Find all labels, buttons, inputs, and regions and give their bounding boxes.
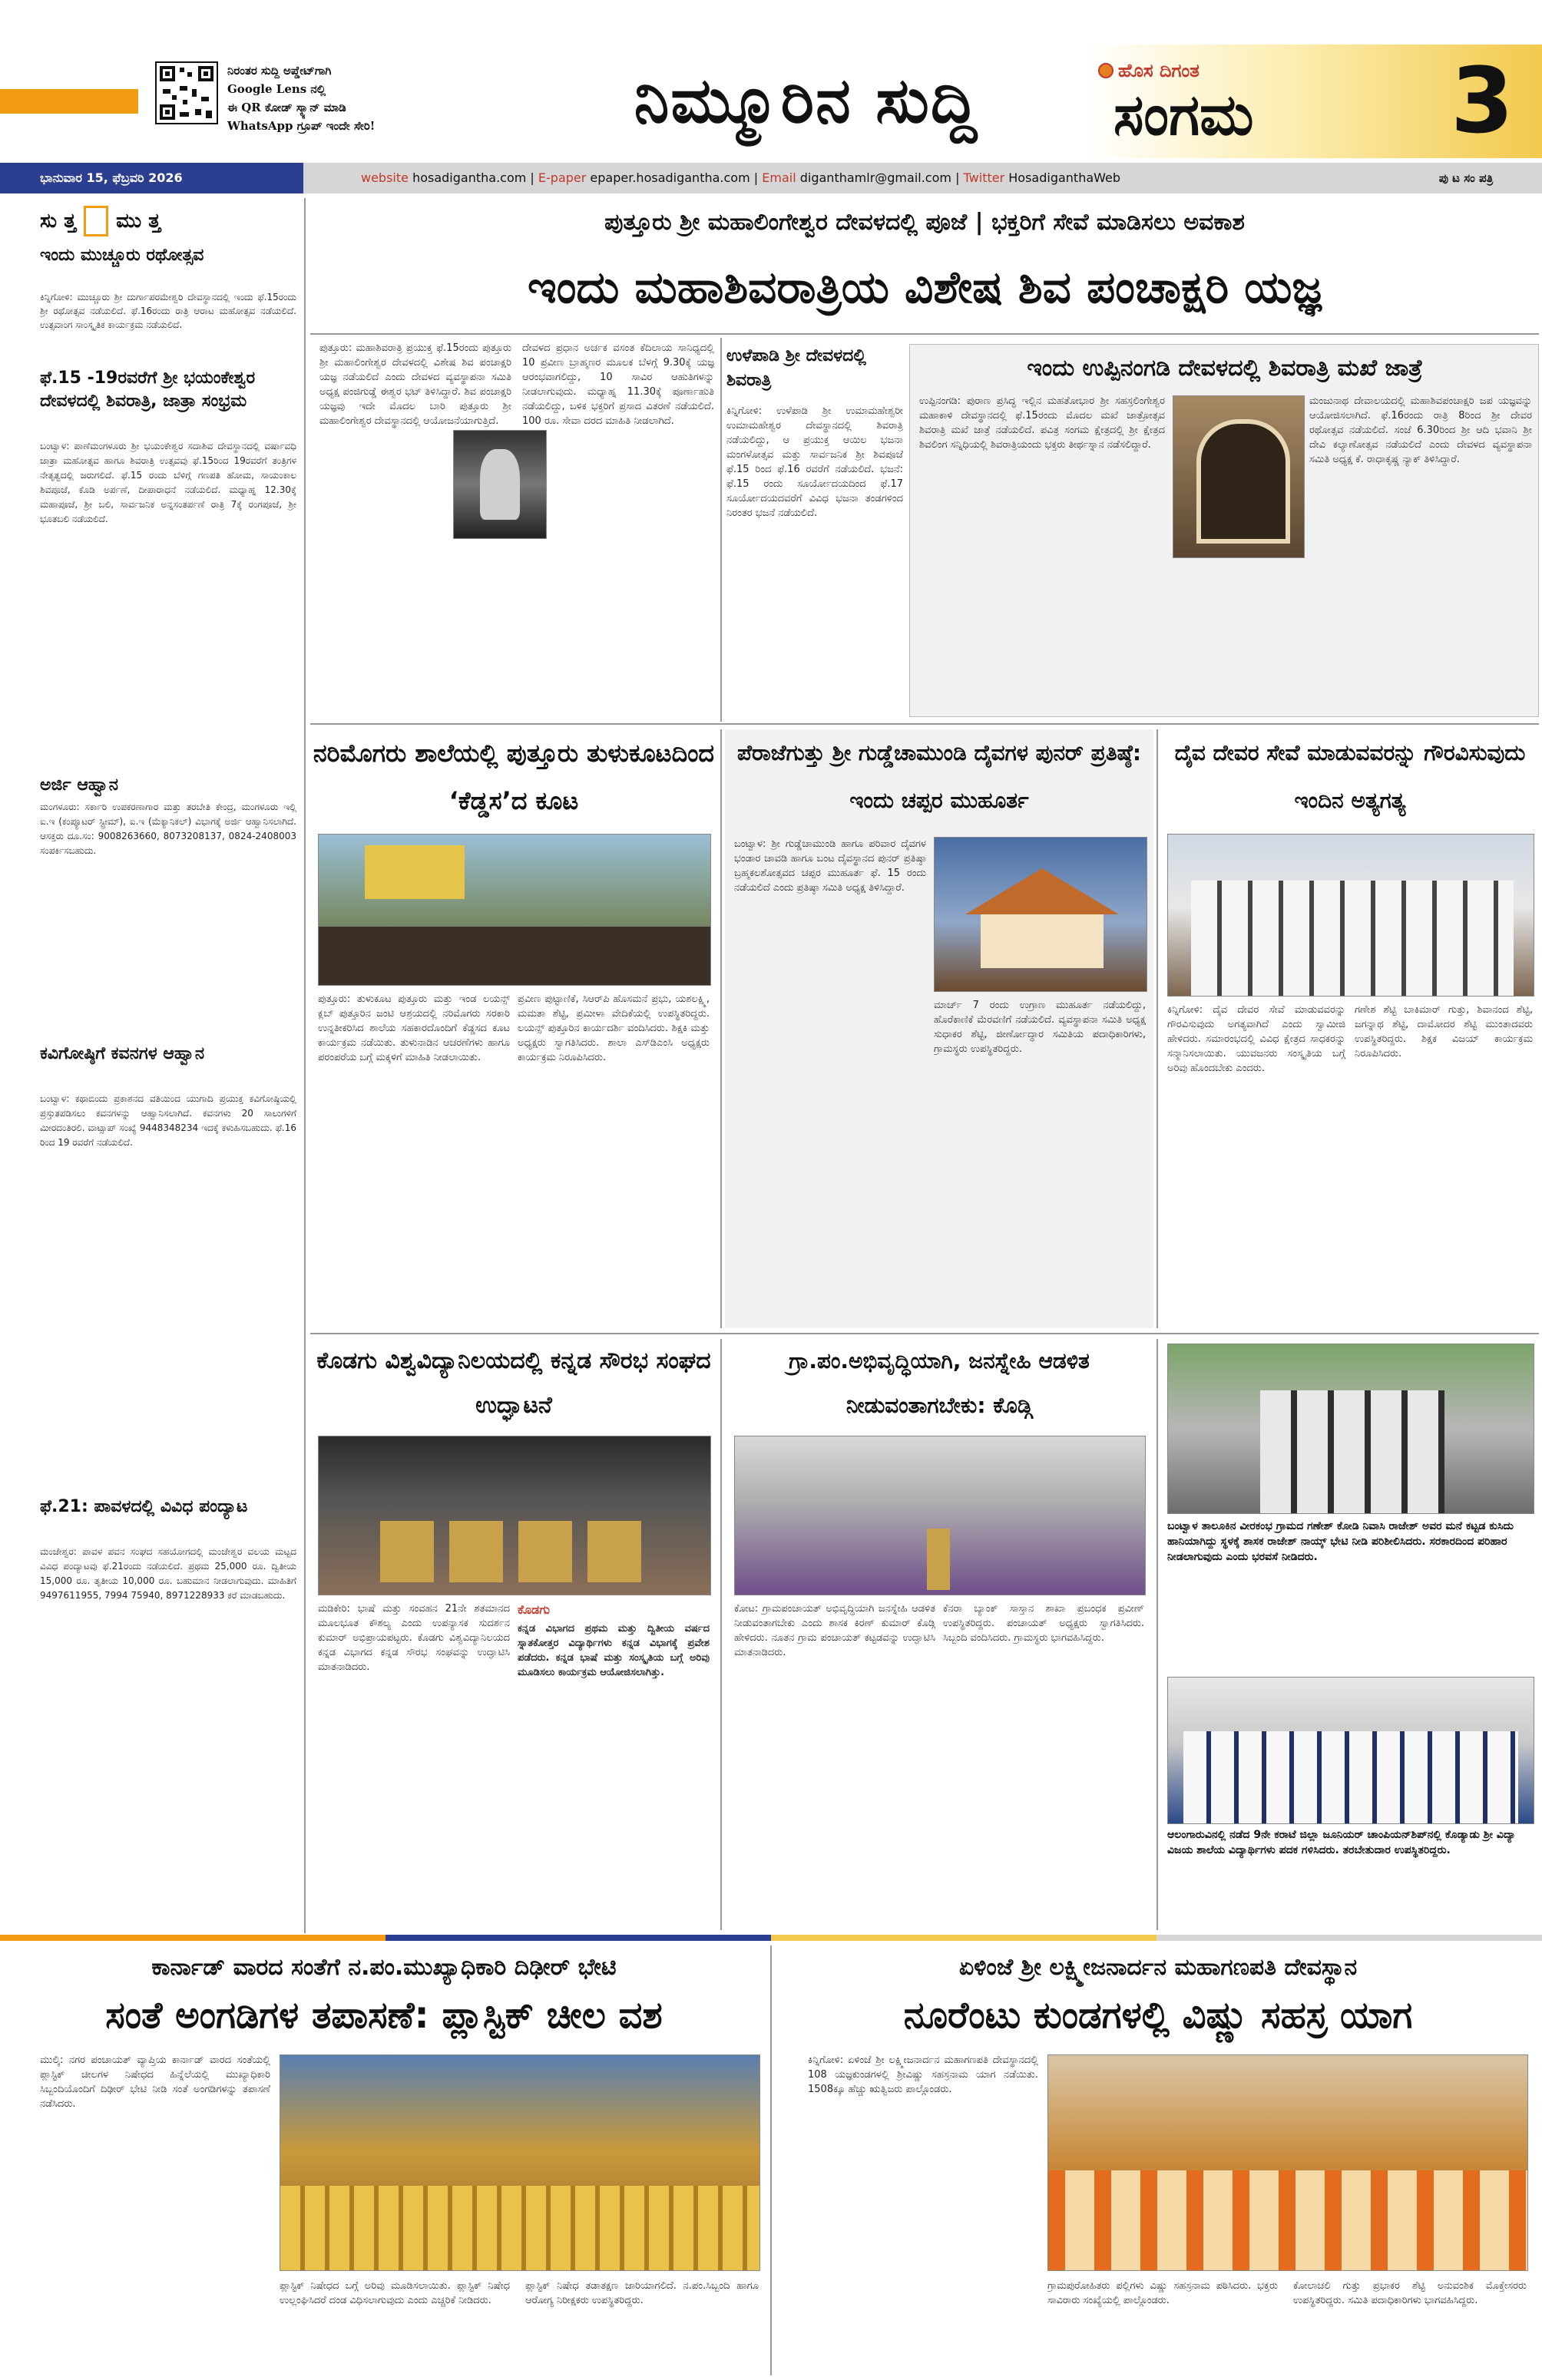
divider: [770, 1945, 772, 2375]
divider: [310, 723, 1539, 725]
masthead: [0, 0, 1542, 185]
brand-logo-icon: [1098, 63, 1113, 78]
twitter-link[interactable]: HosadiganthaWeb: [1008, 170, 1121, 185]
sante-headline: ಸಂತೆ ಅಂಗಡಿಗಳ ತಪಾಸಣೆ: ಪ್ಲಾಸ್ಟಿಕ್ ಚೀಲ ವಶ: [105, 1994, 663, 2037]
story-sante: [0, 1945, 768, 2380]
separator: |: [955, 170, 964, 185]
edition-label: ಪು ಟ ಸಂ ಪತ್ರಿ: [1438, 171, 1494, 185]
uppinangadi-col2: ಮಂಜುನಾಥ ದೇವಾಲಯದಲ್ಲಿ ಮಹಾಶಿವಪಂಚಾಕ್ಷರಿ ಜಪ ಯಜ್ಞವನ್ನು ಆಯೋಜಿಸಲಾಗಿದೆ. ಫೆ.16ರಂದು ರಾತ್ರಿ 8ರಿಂದ ಶ್ರೀ ದೇವರ ರಥೋತ್ಸವ ನಡೆಯಲಿದೆ. ಸಂಜೆ 6.30ರಿಂದ ಶ್ರೀ ಆದಿ ಭವಾನಿ ಶ್ರೀ ದೇವಿ ಕಲ್ಯಾಣೋತ್ಸವ ನಡೆಯಲಿದೆ ಎಂದು ದೇವಳದ ವ್ಯವಸ್ಥಾಪನಾ ಸಮಿತಿ ಅಧ್ಯಕ್ಷ ಕೆ. ರಾಧಾಕೃಷ್ಣ ನ್ಯಾಕ್ ತಿಳಿಸಿದ್ದಾರೆ.: [1309, 395, 1532, 465]
brand-small: ಹೊಸ ದಿಗಂತ: [1118, 60, 1200, 81]
qr-note-line: Google Lens ನಲ್ಲಿ: [227, 82, 326, 96]
kedda-headline: ನರಿಮೊಗರು ಶಾಲೆಯಲ್ಲಿ ಪುತ್ತೂರು ತುಳುಕೂಟದಿಂದ ‘ಕೆಡ್ಡಸ’ದ ಕೂಟ: [313, 739, 715, 815]
brand-big: ಸಂಗಮ: [1113, 82, 1254, 148]
website-label: website: [361, 170, 409, 185]
kodagu-col2: ಕನ್ನಡ ವಿಭಾಗದ ಪ್ರಥಮ ಮತ್ತು ದ್ವಿತೀಯ ವರ್ಷದ ಸ್ನಾತಕೋತ್ತರ ವಿದ್ಯಾರ್ಥಿಗಳು ಕನ್ನಡ ವಿಭಾಗಕ್ಕೆ ಪ್ರವೇಶ ಪಡೆದರು. ಕನ್ನಡ ಭಾಷೆ ಮತ್ತು ಸಂಸ್ಕೃತಿಯ ಬಗ್ಗೆ ಅರಿವು ಮೂಡಿಸಲು ಕಾರ್ಯಕ್ರಮ ಆಯೋಜಿಸಲಾಗಿತ್ತು.: [518, 1623, 710, 1678]
divider: [310, 333, 1539, 335]
page-number: 3: [1450, 48, 1514, 154]
sidebar-item: [40, 774, 296, 1035]
roof-shape: [965, 868, 1119, 914]
top-kicker: ಪುತ್ತೂರು ಶ್ರೀ ಮಹಾಲಿಂಗೇಶ್ವರ ದೇವಳದಲ್ಲಿ ಪೂಜೆ | ಭಕ್ತರಿಗೆ ಸೇವೆ ಮಾಡಿಸಲು ಅವಕಾಶ: [604, 209, 1245, 236]
sidebar-item-title: ಇಂದು ಮುಚ್ಚೂರು ರಥೋತ್ಸವ: [40, 246, 204, 265]
sante-kicker: ಕಾರ್ನಾಡ್ ವಾರದ ಸಂತೆಗೆ ನ.ಪಂ.ಮುಖ್ಯಾಧಿಕಾರಿ ದಿಢೀರ್ ಭೇಟಿ: [151, 1954, 617, 1981]
epaper-link[interactable]: epaper.hosadigantha.com: [590, 170, 750, 185]
uppinangadi-col1: ಉಪ್ಪಿನಂಗಡಿ: ಪುರಾಣ ಪ್ರಸಿದ್ಧ ಇಲ್ಲಿನ ಮಹತೋಭಾರ ಶ್ರೀ ಸಹಸ್ರಲಿಂಗೇಶ್ವರ ಮಹಾಕಾಳಿ ದೇವಸ್ಥಾನದಲ್ಲಿ ಫೆ.15ರಂದು ಮೊದಲ ಮಖೆ ಜಾತ್ರೋತ್ಸವ ಶಿವರಾತ್ರಿ ಮಖೆ ಜಾತ್ರೆ ನಡೆಯಲಿದೆ. ಪವಿತ್ರ ಸಂಗಮ ಕ್ಷೇತ್ರದಲ್ಲಿ ಶ್ರೀ ಕ್ಷೇತ್ರದ ಶಿವಲಿಂಗ ಸನ್ನಿಧಿಯಲ್ಲಿ ಶಿವರಾತ್ರಿಯಂದು ಭಕ್ತರು ತೀರ್ಥಸ್ನಾನ ನಡೆಸಲಿದ್ದಾರೆ.: [919, 395, 1165, 451]
divider: [720, 338, 722, 722]
kodagu-subhead: ಕೊಡಗು: [518, 1602, 550, 1617]
separator: |: [753, 170, 763, 185]
qr-note-line: WhatsApp ಗ್ರೂಪ್ ಇಂದೇ ಸೇರಿ!: [227, 119, 376, 133]
story-kedda: [310, 729, 717, 1328]
sidebar-item-body: ಮಂಗಳೂರು: ಸರ್ಕಾರಿ ಉಪಕರಣಾಗಾರ ಮತ್ತು ತರಬೇತಿ ಕೇಂದ್ರ, ಮಂಗಳೂರು ಇಲ್ಲಿ ಐ.ಇ (ಕಂಪ್ಯೂಟರ್ ಸ್ಟ್ರೀಮ್), ಐ.ಇ (ಮೆಕ್ಯಾನಿಕಲ್) ವಿಭಾಗಕ್ಕೆ ಅರ್ಜಿ ಆಹ್ವಾನಿಸಲಾಗಿದೆ. ಆಸಕ್ತರು ದೂ.ಸಂ: 9008263660, 8073208137, 0824-2408003 ಸಂಪರ್ಕಿಸಬಹುದು.: [40, 802, 296, 856]
event-stage-photo: [318, 834, 711, 986]
market-photo: [280, 2054, 760, 2271]
sidebar-item: [40, 1043, 296, 1488]
strip-segment: [1156, 1935, 1542, 1941]
yaga-photo: [1047, 2054, 1528, 2271]
wall-shape: [981, 914, 1104, 968]
sidebar-header-a: ಸು ತ್ತ: [40, 209, 77, 233]
qr-note-line: ನಿರಂತರ ಸುದ್ದಿ ಅಪ್ಡೇಟ್‌ಗಾಗಿ: [227, 64, 332, 78]
uppinangadi-headline: ಇಂದು ಉಪ್ಪಿನಂಗಡಿ ದೇವಳದಲ್ಲಿ ಶಿವರಾತ್ರಿ ಮಖೆ ಜಾತ್ರೆ: [1027, 355, 1423, 382]
strip-segment: [386, 1935, 771, 1941]
sidebar-item: [40, 367, 296, 766]
sidebar-item-body: ಬಂಟ್ವಾಳ: ಪಾಣೆಮಂಗಳೂರು ಶ್ರೀ ಭಯಂಕೇಶ್ವರ ಸದಾಶಿವ ದೇವಸ್ಥಾನದಲ್ಲಿ ವರ್ಷಾವಧಿ ಜಾತ್ರಾ ಮಹೋತ್ಸವ ಹಾಗೂ ಶಿವರಾತ್ರಿ ಉತ್ಸವವು ಫೆ.15ರಿಂದ 19ರವರೆಗೆ ತಂತ್ರಿಗಳ ನೇತೃತ್ವದಲ್ಲಿ ಜರುಗಲಿದೆ. ಫೆ.15 ರಂದು ಬೆಳಿಗ್ಗೆ ಗಣಪತಿ ಹೋಮ, ಸಾಯಂಕಾಲ ಶಿವಪೂಜೆ, ಕೊಡಿ ಅರ್ಪಣೆ, ದೀಪಾರಾಧನೆ ನಡೆಯಲಿದೆ. ಮಧ್ಯಾಹ್ನ 12.30ಕ್ಕೆ ಮಹಾಪೂಜೆ, ಶ್ರೀ ಬಲಿ, ಸಾರ್ವಜನಿಕ ಅನ್ನಸಂತರ್ಪಣೆ ರಾತ್ರಿ 7ಕ್ಕೆ ರಂಗಪೂಜೆ, ಶ್ರೀ ಭೂತಬಲಿ ನಡೆಯಲಿದೆ.: [40, 441, 296, 524]
ulepadi-body: ಕಿನ್ನಿಗೋಳಿ: ಉಳೆಪಾಡಿ ಶ್ರೀ ಉಮಾಮಹೇಶ್ವರೀ ಉಮಾಮಹೇಶ್ವರ ದೇವಸ್ಥಾನದಲ್ಲಿ ಶಿವರಾತ್ರಿ ನಡೆಯಲಿದ್ದು, ಆ ಪ್ರಯುಕ್ತ ಆಯಿಲ ಭಜನಾ ಮಂಗಳೋತ್ಸವ ಮತ್ತು ಸಾರ್ವಜನಿಕ ಶ್ರೀ ಶಿವಪೂಜೆ ಫೆ.15 ರಿಂದ ಫೆ.16 ರವರೆಗೆ ನಡೆಯಲಿದೆ. ಭಜನೆ: ಫೆ.15 ರಂದು ಸೂರ್ಯೋದಯದಿಂದ ಫೆ.17 ಸೂರ್ಯೋದಯದವರೆಗೆ ವಿವಿಧ ಭಜನಾ ತಂಡಗಳಿಂದ ನಿರಂತರ ಭಜನೆ ನಡೆಯಲಿದೆ.: [726, 405, 903, 519]
grama-headline: ಗ್ರಾ.ಪಂ.ಅಭಿವೃದ್ಧಿಯಾಗಿ, ಜನಸ್ನೇಹಿ ಆಡಳಿತ ನೀಡುವಂತಾಗಬೇಕು: ಕೊಡ್ಗಿ: [789, 1348, 1090, 1418]
kedda-col2: ಪ್ರವೀಣ ಪುಟ್ಟಾಣಿಕೆ, ಸಿಆರ್‌ಪಿ ಹೊಸಮನೆ ಪ್ರಭು, ಯಶಲಕ್ಷ್ಮಿ, ಮಮತಾ ಶೆಟ್ಟಿ, ಪ್ರಮೀಳಾ ವೇದಿಕೆಯಲ್ಲಿ ಉಪಸ್ಥಿತರಿದ್ದರು. ಲಯನ್ಸ್ ಪುತ್ತೂರಿನ ಕಾರ್ಯದರ್ಶಿ ವಂದಿಸಿದರು. ಶಿಕ್ಷಕಿ ಮತ್ತು ಅಧ್ಯಕ್ಷರು ಸ್ವಾಗತಿಸಿದರು. ಶಾಲಾ ಎಸ್‌ಡಿಎಂಸಿ ಅಧ್ಯಕ್ಷರು ಕಾರ್ಯಕ್ರಮ ನಿರೂಪಿಸಿದರು.: [518, 993, 710, 1063]
portraits-shape: [380, 1521, 641, 1582]
separator: |: [530, 170, 538, 185]
story-grama: [725, 1339, 1153, 1930]
idol-shape: [480, 449, 520, 520]
grama-col2: ಕೆನರಾ ಬ್ಯಾಂಕ್ ಸಾಸ್ತಾನ ಶಾಖಾ ಪ್ರಬಂಧಕ ಪ್ರವೀಣ್ ಉಪಸ್ಥಿತರಿದ್ದರು. ಪಂಚಾಯತ್ ಅಧ್ಯಕ್ಷರು ಸ್ವಾಗತಿಸಿದರು. ಸಿಬ್ಬಂದಿ ವಂದಿಸಿದರು. ಗ್ರಾಮಸ್ಥರು ಭಾಗವಹಿಸಿದ್ದರು.: [943, 1603, 1144, 1644]
epaper-label: E-paper: [538, 170, 587, 185]
shrine-arch: [1196, 419, 1290, 544]
kodagu-col1: ಮಡಿಕೇರಿ: ಭಾಷೆ ಮತ್ತು ಸಂವಹನ 21ನೇ ಶತಮಾನದ ಮೂಲಭೂತ ಕೌಶಲ್ಯ ಎಂದು ಉಪನ್ಯಾಸಕ ಸುದರ್ಶನ ಕುಮಾರ್ ಅಭಿಪ್ರಾಯಪಟ್ಟರು. ಕೊಡಗು ವಿಶ್ವವಿದ್ಯಾನಿಲಯದ ಕನ್ನಡ ವಿಭಾಗದ ಕನ್ನಡ ಸೌರಭ ಸಂಘವನ್ನು ಉದ್ಘಾಟಿಸಿ ಮಾತನಾಡಿದರು.: [318, 1603, 510, 1673]
photo-story: [1161, 1339, 1539, 1930]
divider: [1156, 1339, 1158, 1930]
sidebar-item-title: ಫೆ.15 -19ರವರೆಗೆ ಶ್ರೀ ಭಯಂಕೇಶ್ವರ ದೇವಳದಲ್ಲಿ ಶಿವರಾತ್ರಿ, ಜಾತ್ರಾ ಸಂಭ್ರಮ: [40, 369, 256, 411]
twitter-label: Twitter: [963, 170, 1005, 185]
sidebar: [0, 198, 306, 1933]
photo-caption-1: ಬಂಟ್ವಾಳ ತಾಲೂಕಿನ ವೀರಕಂಭ ಗ್ರಾಮದ ಗಣೇಶ್ ಕೋಡಿ ನಿವಾಸಿ ರಾಜೇಶ್ ಅವರ ಮನೆ ಕಟ್ಟಡ ಕುಸಿದು ಹಾನಿಯಾಗಿದ್ದು ಸ್ಥಳಕ್ಕೆ ಶಾಸಕ ರಾಜೇಶ್ ನಾಯ್ಕ್ ಭೇಟಿ ನೀಡಿ ಪರಿಶೀಲಿಸಿದರು. ಸರಕಾರದಿಂದ ಪರಿಹಾರ ನೀಡಲಾಗುವುದು ಎಂದು ಭರವಸೆ ನೀಡಿದರು.: [1167, 1520, 1514, 1563]
website-link[interactable]: hosadigantha.com: [412, 170, 527, 185]
gaurava-col1: ಕಿನ್ನಿಗೋಳಿ: ದೈವ ದೇವರ ಸೇವೆ ಮಾಡುವವರನ್ನು ಗೌರವಿಸುವುದು ಅಗತ್ಯವಾಗಿದೆ ಎಂದು ಸ್ವಾಮೀಜಿ ಹೇಳಿದರು. ಸಮಾರಂಭದಲ್ಲಿ ವಿವಿಧ ಕ್ಷೇತ್ರದ ಸಾಧಕರನ್ನು ಸನ್ಮಾನಿಸಲಾಯಿತು. ಯುವಜನರು ಸಂಸ್ಕೃತಿಯ ಬಗ್ಗೆ ಅರಿವು ಹೊಂದಬೇಕು ಎಂದರು.: [1167, 1004, 1345, 1074]
qr-note: [227, 61, 519, 146]
daiva-col2: ಮಾರ್ಚ್ 7 ರಂದು ಉಗ್ರಾಣ ಮುಹೂರ್ತ ನಡೆಯಲಿದ್ದು, ಹೊರೆಕಾಣಿಕೆ ಮೆರವಣಿಗೆ ನಡೆಯಲಿದೆ. ವ್ಯವಸ್ಥಾಪನಾ ಸಮಿತಿ ಅಧ್ಯಕ್ಷ ಸುಧಾಕರ ಶೆಟ್ಟಿ, ಜೀರ್ಣೋದ್ಧಾರ ಸಮಿತಿಯ ಪದಾಧಿಕಾರಿಗಳು, ಗ್ರಾಮಸ್ಥರು ಉಪಸ್ಥಿತರಿದ್ದರು.: [934, 1000, 1146, 1055]
daiva-col1: ಬಂಟ್ವಾಳ: ಶ್ರೀ ಗುಡ್ಡೆಚಾಮುಂಡಿ ಹಾಗೂ ಪರಿವಾರ ದೈವಗಳ ಭಂಡಾರ ಚಾವಡಿ ಹಾಗೂ ಬಂಟ ದೈವಸ್ಥಾನದ ಪುನರ್ ಪ್ರತಿಷ್ಠಾ ಬ್ರಹ್ಮಕಲಶೋತ್ಸವದ ಚಪ್ಪರ ಮುಹೂರ್ತ ಫೆ. 15 ರಂದು ನಡೆಯಲಿದೆ ಎಂದು ಪ್ರತಿಷ್ಠಾ ಸಮಿತಿ ಅಧ್ಯಕ್ಷ ತಿಳಿಸಿದ್ದಾರೆ.: [734, 838, 926, 894]
sidebar-item-body: ಬಂಟ್ವಾಳ: ಕಥಾಬಿಂದು ಪ್ರಕಾಶನದ ವತಿಯಿಂದ ಯುಗಾದಿ ಪ್ರಯುಕ್ತ ಕವಿಗೋಷ್ಠಿಯಲ್ಲಿ ಪ್ರಸ್ತುತಪಡಿಸಲು ಕವನಗಳನ್ನು ಆಹ್ವಾನಿಸಲಾಗಿದೆ. ಕವನಗಳು 20 ಸಾಲುಗಳಿಗೆ ಮೀರದಂತಿರಲಿ. ವಾಟ್ಸಾಪ್ ಸಂಖ್ಯೆ 9448348234 ಇದಕ್ಕೆ ಕಳುಹಿಸಬಹುದು. ಫೆ.16 ರಿಂದ 19 ರವರೆಗೆ ನಡೆಯಲಿದೆ.: [40, 1093, 296, 1148]
section-name: ನಿಮ್ಮೂರಿನ ಸುದ್ದಿ: [634, 64, 979, 137]
strip-segment: [0, 1935, 386, 1941]
produce-shape: [280, 2186, 759, 2270]
team-shape: [1183, 1731, 1518, 1823]
sidebar-header-b: ಮು ತ್ತ: [116, 209, 161, 233]
orange-banner-left: [0, 89, 138, 114]
email-link[interactable]: diganthamlr@gmail.com: [799, 170, 951, 185]
yaga-col3: ಕೋಲಾಚಲಿ ಗುತ್ತು ಪ್ರಭಾಕರ ಶೆಟ್ಟಿ ಅನುವಂಶಿಕ ಮೊಕ್ತೇಸರರು ಉಪಸ್ಥಿತರಿದ್ದರು. ಸಮಿತಿ ಪದಾಧಿಕಾರಿಗಳು ಭಾಗವಹಿಸಿದ್ದರು.: [1293, 2280, 1527, 2306]
story-daiva: [725, 729, 1153, 1328]
kodagu-headline: ಕೊಡಗು ವಿಶ್ವವಿದ್ಯಾನಿಲಯದಲ್ಲಿ ಕನ್ನಡ ಸೌರಭ ಸಂಘದ ಉದ್ಘಾಟನೆ: [316, 1347, 711, 1419]
house-damage-photo: [1167, 1344, 1534, 1514]
photo-caption-2: ಆಲಂಗಾರುವಿನಲ್ಲಿ ನಡೆದ 9ನೇ ಕರಾಟೆ ಜಿಲ್ಲಾ ಜೂನಿಯರ್ ಚಾಂಪಿಯನ್‌ಶಿಪ್‌ನಲ್ಲಿ ಕೊಡ್ಯಾಡು ಶ್ರೀ ವಿದ್ಯಾ ವಿಜಯ ಶಾಲೆಯ ವಿದ್ಯಾರ್ಥಿಗಳು ಪದಕ ಗಳಿಸಿದರು. ತರಬೇತುದಾರ ಉಪಸ್ಥಿತರಿದ್ದರು.: [1167, 1829, 1516, 1856]
people-group-shape: [1191, 881, 1514, 996]
sidebar-item-body: ಮಂಜೇಶ್ವರ: ಪಾವಳ ಪವನ ಸಂಘದ ಸಹಯೋಗದಲ್ಲಿ ಮಂಜೇಶ್ವರ ವಲಯ ಮಟ್ಟದ ವಿವಿಧ ಪಂದ್ಯಾಟವು ಫೆ.21ರಂದು ನಡೆಯಲಿದೆ. ಪ್ರಥಮ 25,000 ರೂ. ದ್ವಿತೀಯ 15,000 ರೂ. ತೃತೀಯ 10,000 ರೂ. ಬಹುಮಾನ ನೀಡಲಾಗುವುದು. ಮಾಹಿತಿಗೆ 9497611955, 7994 75940, 8971228933 ಕರೆ ಮಾಡಬಹುದು.: [40, 1546, 296, 1601]
daiva-headline: ಪೆರಾಜೆಗುತ್ತು ಶ್ರೀ ಗುಡ್ಡೆಚಾಮುಂಡಿ ದೈವಗಳ ಪುನರ್ ಪ್ರತಿಷ್ಠೆ: ಇಂದು ಚಪ್ಪರ ಮುಹೂರ್ತ: [736, 740, 1142, 813]
sidebar-item: [40, 1496, 296, 1925]
sidebar-item-title: ಕವಿಗೋಷ್ಠಿಗೆ ಕವನಗಳ ಆಹ್ವಾನ: [40, 1044, 205, 1063]
kedda-col1: ಪುತ್ತೂರು: ತುಳುಕೂಟ ಪುತ್ತೂರು ಮತ್ತು ಇಂಡ ಲಯನ್ಸ್ ಕ್ಲಬ್ ಪುತ್ತೂರಿನ ಜಂಟಿ ಆಶ್ರಯದಲ್ಲಿ ನರಿಮೊಗರು ಸರಕಾರಿ ಉನ್ನತೀಕರಿಸಿದ ಶಾಲೆಯ ಸಹಕಾರದೊಂದಿಗೆ ಕೆಡ್ಡಸದ ಕೂಟ ಕಾರ್ಯಕ್ರಮ ನಡೆಯಿತು. ತುಳುನಾಡಿನ ಆಚರಣೆಗಳು ಹಾಗೂ ಪರಂಪರೆಯ ಬಗ್ಗೆ ಮಕ್ಕಳಿಗೆ ಮಾಹಿತಿ ನೀಡಲಾಯಿತು.: [318, 993, 510, 1063]
divider: [720, 1339, 722, 1930]
banner-shape: [365, 845, 465, 899]
top-story-col2: ದೇವಳದ ಪ್ರಧಾನ ಅರ್ಚಕ ವಸಂತ ಕೆದಿಲಾಯ ಸಾನಿಧ್ಯದಲ್ಲಿ 10 ಪ್ರವೀಣ ಬ್ರಾಹ್ಮಣರ ಮೂಲಕ ಬೆಳಗ್ಗೆ 9.30ಕ್ಕೆ ಯಜ್ಞ ಆರಂಭವಾಗಲಿದ್ದು, 10 ಸಾವಿರ ಆಹುತಿಗಳನ್ನು ನೀಡಲಾಗುವುದು. ಮಧ್ಯಾಹ್ನ 11.30ಕ್ಕೆ ಪೂರ್ಣಾಹುತಿ ನಡೆಯಲಿದ್ದು, ಬಳಿಕ ಭಕ್ತರಿಗೆ ಪ್ರಸಾದ ವಿತರಣೆ ನಡೆಯಲಿದೆ. 100 ರೂ. ಸೇವಾ ದರದ ಮಾಹಿತಿ ನೀಡಲಾಗಿದೆ.: [522, 342, 714, 427]
yaga-col2: ಗ್ರಾಮಪುರೋಹಿತರು ಪಲ್ಲಿಗಳು ವಿಷ್ಣು ಸಹಸ್ರನಾಮ ಪಠಿಸಿದರು. ಭಕ್ತರು ಸಾವಿರಾರು ಸಂಖ್ಯೆಯಲ್ಲಿ ಪಾಲ್ಗೊಂಡರು.: [1047, 2280, 1278, 2306]
stage-shape: [319, 927, 710, 985]
story-kodagu: [310, 1339, 717, 1930]
story-gaurava: [1161, 729, 1539, 1328]
contact-line: [307, 163, 1382, 193]
yaga-kicker: ಏಳಿಂಜೆ ಶ್ರೀ ಲಕ್ಷ್ಮೀಜನಾರ್ದನ ಮಹಾಗಣಪತಿ ದೇವಸ್ಥಾನ: [958, 1954, 1358, 1981]
gaurava-col2: ಗಣೇಶ ಶೆಟ್ಟಿ ಬಾಕಿಮಾರ್ ಗುತ್ತು, ಶಿವಾನಂದ ಶೆಟ್ಟಿ, ಜಗನ್ನಾಥ ಶೆಟ್ಟಿ, ದಾಮೋದರ ಶೆಟ್ಟಿ ಮುಂತಾದವರು ಉಪಸ್ಥಿತರಿದ್ದರು. ಶಿಕ್ಷಕ ವಿಜಯ್ ಕಾರ್ಯಕ್ರಮ ನಿರೂಪಿಸಿದರು.: [1355, 1004, 1533, 1059]
ulepadi-headline: ಉಳೆಪಾಡಿ ಶ್ರೀ ದೇವಳದಲ್ಲಿ ಶಿವರಾತ್ರಿ: [726, 346, 866, 390]
fire-pits-shape: [1048, 2170, 1527, 2270]
yaga-headline: ನೂರೆಂಟು ಕುಂಡಗಳಲ್ಲಿ ವಿಷ್ಣು ಸಹಸ್ರ ಯಾಗ: [903, 1994, 1413, 2037]
divider: [720, 729, 722, 1328]
strip-segment: [771, 1935, 1156, 1941]
felicitation-photo: [1167, 834, 1534, 997]
temple-shrine-photo: [1173, 395, 1305, 558]
divider: [1156, 729, 1158, 1328]
gaurava-headline: ದೈವ ದೇವರ ಸೇವೆ ಮಾಡುವವರನ್ನು ಗೌರವಿಸುವುದು ಇಂದಿನ ಅತ್ಯಗತ್ಯ: [1174, 740, 1526, 813]
issue-date: ಭಾನುವಾರ 15, ಫೆಬ್ರವರಿ 2026: [40, 170, 183, 185]
sidebar-header: [40, 204, 286, 238]
uppinangadi-box: [909, 344, 1539, 717]
shrine-building-photo: [934, 837, 1147, 992]
qr-note-line: ಈ QR ಕೋಡ್ ಸ್ಕ್ಯಾನ್ ಮಾಡಿ: [227, 101, 346, 114]
sante-col1: ಮುಲ್ಕಿ: ನಗರ ಪಂಚಾಯತ್ ವ್ಯಾಪ್ತಿಯ ಕಾರ್ನಾಡ್ ವಾರದ ಸಂತೆಯಲ್ಲಿ ಪ್ಲಾಸ್ಟಿಕ್ ಚೀಲಗಳ ನಿಷೇಧದ ಹಿನ್ನೆಲೆಯಲ್ಲಿ ಮುಖ್ಯಾಧಿಕಾರಿ ಸಿಬ್ಬಂದಿಯೊಂದಿಗೆ ದಿಢೀರ್ ಭೇಟಿ ನೀಡಿ ಸಂತೆ ಅಂಗಡಿಗಳನ್ನು ತಪಾಸಣೆ ನಡೆಸಿದರು.: [40, 2054, 270, 2110]
yaga-col1: ಕಿನ್ನಿಗೋಳಿ: ಏಳಿಂಜೆ ಶ್ರೀ ಲಕ್ಷ್ಮೀಜನಾರ್ದನ ಮಹಾಗಣಪತಿ ದೇವಸ್ಥಾನದಲ್ಲಿ 108 ಯಜ್ಞಕುಂಡಗಳಲ್ಲಿ ಶ್ರೀವಿಷ್ಣು ಸಹಸ್ರನಾಮ ಯಾಗ ನಡೆಯಿತು. 1508ಕ್ಕೂ ಹೆಚ್ಚು ಋತ್ವಿಜರು ಪಾಲ್ಗೊಂಡರು.: [808, 2054, 1038, 2095]
lamp-shape: [927, 1529, 950, 1590]
top-story-col1: ಪುತ್ತೂರು: ಮಹಾಶಿವರಾತ್ರಿ ಪ್ರಯುಕ್ತ ಫೆ.15ರಂದು ಪುತ್ತೂರು ಶ್ರೀ ಮಹಾಲಿಂಗೇಶ್ವರ ದೇವಳದಲ್ಲಿ ವಿಶೇಷ ಶಿವ ಪಂಚಾಕ್ಷರಿ ಯಜ್ಞ ನಡೆಯಲಿದೆ ಎಂದು ದೇವಳದ ವ್ಯವಸ್ಥಾಪನಾ ಸಮಿತಿ ಅಧ್ಯಕ್ಷ ಪಂಜಿಗುಡ್ಡೆ ಈಶ್ವರ ಭಟ್ ತಿಳಿಸಿದ್ದಾರೆ. ಶಿವ ಪಂಚಾಕ್ಷರಿ ಯಜ್ಞವು ಇದೇ ಮೊದಲ ಬಾರಿ ಪುತ್ತೂರು ಶ್ರೀ ಮಹಾಲಿಂಗೇಶ್ವರ ದೇವಸ್ಥಾನದಲ್ಲಿ ಆಯೋಜನೆಯಾಗುತ್ತಿದೆ.: [319, 342, 511, 427]
karate-team-photo: [1167, 1677, 1534, 1824]
sante-col2: ಪ್ಲಾಸ್ಟಿಕ್ ನಿಷೇಧದ ಬಗ್ಗೆ ಅರಿವು ಮೂಡಿಸಲಾಯಿತು. ಪ್ಲಾಸ್ಟಿಕ್ ನಿಷೇಧ ಉಲ್ಲಂಘಿಸಿದರೆ ದಂಡ ವಿಧಿಸಲಾಗುವುದು ಎಂದು ಎಚ್ಚರಿಕೆ ನೀಡಿದರು.: [280, 2280, 510, 2306]
top-headline: ಇಂದು ಮಹಾಶಿವರಾತ್ರಿಯ ವಿಶೇಷ ಶಿವ ಪಂಚಾಕ್ಷರಿ ಯಜ್ಞ: [528, 261, 1322, 313]
sidebar-item-title: ಫೆ.21: ಪಾವಳದಲ್ಲಿ ವಿವಿಧ ಪಂದ್ಯಾಟ: [40, 1497, 248, 1516]
sidebar-item-title: ಅರ್ಜಿ ಆಹ್ವಾನ: [40, 775, 119, 795]
sante-col3: ಪ್ಲಾಸ್ಟಿಕ್ ನಿಷೇಧ ತಡಾತಕ್ಷಣ ಜಾರಿಯಾಗಲಿದೆ. ನ.ಪಂ.ಸಿಬ್ಬಂದಿ ಹಾಗೂ ಆರೋಗ್ಯ ನಿರೀಕ್ಷಕರು ಉಪಸ್ಥಿತರಿದ್ದರು.: [525, 2280, 759, 2306]
sidebar-item-body: ಕಿನ್ನಿಗೋಳಿ: ಮುಚ್ಚೂರು ಶ್ರೀ ದುರ್ಗಾಪರಮೇಶ್ವರಿ ದೇವಸ್ಥಾನದಲ್ಲಿ ಇಂದು ಫೆ.15ರಂದು ಶ್ರೀ ರಥೋತ್ಸವ ನಡೆಯಲಿದೆ. ಫೆ.16ರಂದು ರಾತ್ರಿ ಆರಾಟ ಮಹೋತ್ಸವ ನಡೆಯಲಿದೆ. ಉತ್ಸವಾಂಗ ಸಾಂಸ್ಕೃತಿಕ ಕಾರ್ಯಕ್ರಮ ನಡೆಯಲಿದೆ.: [40, 292, 296, 330]
color-strip: [0, 1935, 1542, 1941]
story-yaga: [774, 1945, 1542, 2380]
inauguration-photo: [734, 1436, 1146, 1595]
qr-code[interactable]: [155, 61, 218, 124]
sidebar-item: [40, 244, 296, 359]
grama-col1: ಕೋಟ: ಗ್ರಾಮಪಂಚಾಯತ್ ಅಭಿವೃದ್ಧಿಯಾಗಿ ಜನಸ್ನೇಹಿ ಆಡಳಿತ ನೀಡುವಂತಾಗಬೇಕು ಎಂದು ಶಾಸಕ ಕಿರಣ್ ಕುಮಾರ್ ಕೊಡ್ಗಿ ಹೇಳಿದರು. ನೂತನ ಗ್ರಾಮ ಪಂಚಾಯತ್ ಕಟ್ಟಡವನ್ನು ಉದ್ಘಾಟಿಸಿ ಮಾತನಾಡಿದರು.: [734, 1603, 935, 1658]
people-shape: [1260, 1390, 1444, 1513]
book-icon: [84, 206, 108, 236]
divider: [310, 1333, 1539, 1334]
students-photo: [318, 1436, 711, 1595]
email-label: Email: [762, 170, 796, 185]
